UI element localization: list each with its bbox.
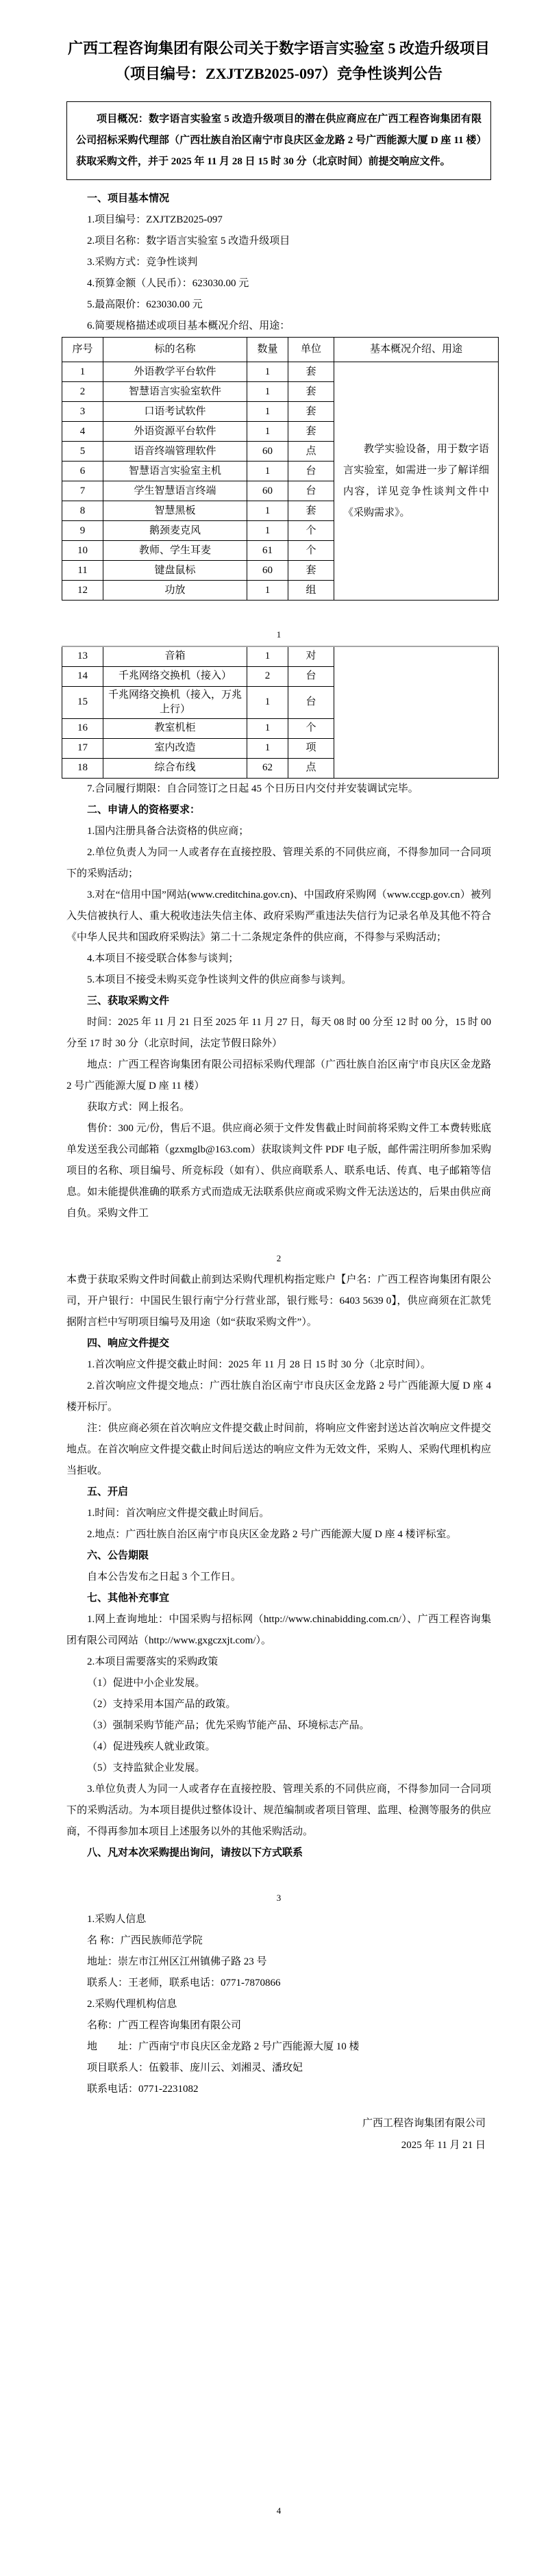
cell: 3 <box>62 402 103 422</box>
column-header: 基本概况介绍、用途 <box>334 338 499 362</box>
items-description: 教学实验设备，用于数字语言实验室，如需进一步了解详细内容，详见竞争性谈判文件中《采购需求》。 <box>343 443 489 518</box>
page-number: 4 <box>276 2505 282 2516</box>
document-body <box>66 36 491 2541</box>
page-number: 2 <box>276 1252 282 1263</box>
paragraph: 售价：300 元/份，售后不退。供应商必须于文件发售截止时间前将采购文件工本费转账底单发送至我公司邮箱（gzxmglb@163.com）获取谈判文件 PDF 电子版，邮件需注明所参加采购项目的名称、项目编号、所竞标段（如有）、供应商联系人、联系电话、传真、电子邮箱等信息。如未能提供准确的联系方式而造成无法联系供应商或采购文件无法送达的，后果由供应商自负。采购文件工 <box>66 1122 491 1219</box>
cell: 套 <box>288 362 334 382</box>
cell: 组 <box>288 581 334 601</box>
cell: 室内改造 <box>103 738 247 758</box>
cell: 4 <box>62 422 103 442</box>
cell: 7 <box>62 481 103 501</box>
paragraph: 注：供应商必须在首次响应文件提交截止时间前，将响应文件密封送达首次响应文件提交地点。在首次响应文件提交截止时间后送达的响应文件为无效文件，采购人、采购代理机构应当拒收。 <box>66 1422 491 1476</box>
cell: 1 <box>247 402 288 422</box>
column-header: 单位 <box>288 338 334 362</box>
cell: 台 <box>288 686 334 718</box>
cell: 6 <box>62 462 103 481</box>
cell: 1 <box>247 501 288 521</box>
signature-line: 广西工程咨询集团有限公司 <box>362 2117 486 2129</box>
paragraph: 1.项目编号：ZXJTZB2025-097 <box>87 214 223 225</box>
column-header: 序号 <box>62 338 103 362</box>
page-number: 1 <box>276 629 282 640</box>
cell: 5 <box>62 442 103 462</box>
paragraph: 时间：2025 年 11 月 21 日至 2025 年 11 月 27 日，每天 08 时 00 分至 12 时 00 分，15 时 00 分至 17 时 30 分（北京时间，法定节假日除外） <box>66 1016 491 1049</box>
page-number: 3 <box>276 1892 282 1903</box>
table-header-row <box>62 338 499 362</box>
column-header: 数量 <box>247 338 288 362</box>
cell: 键盘鼠标 <box>103 561 247 581</box>
cell: 8 <box>62 501 103 521</box>
cell: 10 <box>62 541 103 561</box>
paragraph: 6.简要规格描述或项目基本概况介绍、用途： <box>87 320 290 331</box>
section-heading: 四、响应文件提交 <box>87 1337 170 1349</box>
paragraph: 自本公告发布之日起 3 个工作日。 <box>87 1571 242 1582</box>
signature-block <box>66 2112 491 2156</box>
cell: 15 <box>62 686 103 718</box>
cell: 千兆网络交换机（接入，万兆上行） <box>103 686 247 718</box>
cell: 教师、学生耳麦 <box>103 541 247 561</box>
cell: 功放 <box>103 581 247 601</box>
paragraph: 1.首次响应文件提交截止时间：2025 年 11 月 28 日 15 时 30 分（北京时间）。 <box>87 1359 431 1370</box>
paragraph: 1.时间：首次响应文件提交截止时间后。 <box>87 1507 270 1519</box>
cell: 1 <box>247 581 288 601</box>
cell: 61 <box>247 541 288 561</box>
title-line: （项目编号：ZXJTZB2025-097）竞争性谈判公告 <box>115 65 443 82</box>
cell: 个 <box>288 521 334 541</box>
paragraph: 1.网上查询地址：中国采购与招标网（http://www.chinabidding.com.cn/）、广西工程咨询集团有限公司网站（http://www.gxgczxjt.com/）。 <box>66 1613 491 1646</box>
paragraph: 地 址：广西南宁市良庆区金龙路 2 号广西能源大厦 10 楼 <box>87 2041 360 2052</box>
cell: 1 <box>247 718 288 738</box>
section-heading: 六、公告期限 <box>87 1550 149 1561</box>
cell: 12 <box>62 581 103 601</box>
spacer <box>66 2522 491 2541</box>
paragraph: 3.采购方式：竞争性谈判 <box>87 257 198 268</box>
cell: 教室机柜 <box>103 718 247 738</box>
cell: 点 <box>288 442 334 462</box>
paragraph: 获取方式：网上报名。 <box>87 1101 190 1113</box>
section-heading: 一、项目基本情况 <box>87 193 170 204</box>
paragraph: 联系人：王老师，联系电话：0771-7870866 <box>87 1977 281 1988</box>
cell: 外语资源平台软件 <box>103 422 247 442</box>
section-heading: 三、获取采购文件 <box>87 995 170 1007</box>
cell: 对 <box>288 646 334 666</box>
paragraph: （3）强制采购节能产品；优先采购节能产品、环境标志产品。 <box>87 1719 370 1731</box>
cell: 2 <box>247 666 288 686</box>
paragraph: （5）支持监狱企业发展。 <box>87 1762 206 1773</box>
paragraph: 2.单位负责人为同一人或者存在直接控股、管理关系的不同供应商，不得参加同一合同项下的采购活动； <box>66 846 491 879</box>
cell: 13 <box>62 646 103 666</box>
cell: 18 <box>62 758 103 778</box>
cell: 综合布线 <box>103 758 247 778</box>
cell: 套 <box>288 501 334 521</box>
paragraph-continued: 本费于获取采购文件时间截止前到达采购代理机构指定账户【户名：广西工程咨询集团有限公司，开户银行：中国民生银行南宁分行营业部，银行账号：6403 5639 0】，供应商须在汇款凭据附言栏中写明项目编号及用途（如“获取采购文件”）。 <box>66 1274 491 1328</box>
cell: 11 <box>62 561 103 581</box>
project-overview-box: 项目概况：数字语言实验室 5 改造升级项目的潜在供应商应在广西工程咨询集团有限公司招标采购代理部（广西壮族自治区南宁市良庆区金龙路 2 号广西能源大厦 D 座 11 楼）获取采购文件，并于 2025 年 11 月 28 日 15 时 30 分（北京时间）前提交响应文件。 <box>66 101 491 180</box>
cell: 套 <box>288 561 334 581</box>
section-heading: 二、申请人的资格要求： <box>87 804 201 816</box>
cell: 台 <box>288 666 334 686</box>
paragraph: 2.本项目需要落实的采购政策 <box>87 1656 219 1667</box>
cell: 1 <box>247 362 288 382</box>
paragraph: 地址：崇左市江州区江州镇佛子路 23 号 <box>87 1956 267 1967</box>
cell: 60 <box>247 561 288 581</box>
paragraph: 2.采购代理机构信息 <box>87 1998 177 2010</box>
cell: 17 <box>62 738 103 758</box>
column-header: 标的名称 <box>103 338 247 362</box>
paragraph: 5.本项目不接受未购买竞争性谈判文件的供应商参与谈判。 <box>87 974 352 985</box>
cell: 智慧黑板 <box>103 501 247 521</box>
items-description-cell <box>334 646 499 778</box>
paragraph: 2.首次响应文件提交地点：广西壮族自治区南宁市良庆区金龙路 2 号广西能源大厦 D 座 4 楼开标厅。 <box>66 1380 491 1413</box>
cell: 外语教学平台软件 <box>103 362 247 382</box>
paragraph: 项目联系人：伍毅菲、庞川云、刘湘灵、潘玫妃 <box>87 2062 303 2073</box>
cell: 千兆网络交换机（接入） <box>103 666 247 686</box>
cell: 套 <box>288 382 334 402</box>
paragraph: 2.地点：广西壮族自治区南宁市良庆区金龙路 2 号广西能源大厦 D 座 4 楼评标室。 <box>87 1528 457 1540</box>
cell: 1 <box>247 646 288 666</box>
cell: 点 <box>288 758 334 778</box>
cell: 智慧语言实验室软件 <box>103 382 247 402</box>
cell: 2 <box>62 382 103 402</box>
paragraph: 3.单位负责人为同一人或者存在直接控股、管理关系的不同供应商，不得参加同一合同项下的采购活动。为本项目提供过整体设计、规范编制或者项目管理、监理、检测等服务的供应商，不得再参加本项目上述服务以外的其他采购活动。 <box>66 1783 491 1837</box>
cell: 音箱 <box>103 646 247 666</box>
cell: 鹅颈麦克风 <box>103 521 247 541</box>
paragraph: 1.采购人信息 <box>87 1913 147 1925</box>
items-table-page2 <box>62 646 499 779</box>
paragraph: 7.合同履行期限：自合同签订之日起 45 个日历日内交付并安装调试完毕。 <box>87 783 419 794</box>
cell: 项 <box>288 738 334 758</box>
cell: 1 <box>62 362 103 382</box>
cell: 套 <box>288 422 334 442</box>
cell: 60 <box>247 442 288 462</box>
section-heading: 八、凡对本次采购提出询问，请按以下方式联系 <box>87 1847 303 1858</box>
cell: 1 <box>247 462 288 481</box>
paragraph: 5.最高限价：623030.00 元 <box>87 299 203 310</box>
cell: 16 <box>62 718 103 738</box>
paragraph: 4.本项目不接受联合体参与谈判； <box>87 952 239 964</box>
paragraph: （4）促进残疾人就业政策。 <box>87 1741 216 1752</box>
table-row <box>62 646 499 666</box>
cell: 个 <box>288 541 334 561</box>
cell: 口语考试软件 <box>103 402 247 422</box>
cell: 台 <box>288 462 334 481</box>
cell: 语音终端管理软件 <box>103 442 247 462</box>
table-row <box>62 362 499 382</box>
spacer <box>66 2156 491 2477</box>
cell: 1 <box>247 738 288 758</box>
cell: 套 <box>288 402 334 422</box>
cell: 个 <box>288 718 334 738</box>
spacer <box>66 2100 491 2112</box>
paragraph: 名称：广西工程咨询集团有限公司 <box>87 2019 242 2031</box>
cell: 智慧语言实验室主机 <box>103 462 247 481</box>
section-heading: 七、其他补充事宜 <box>87 1592 170 1604</box>
title-line: 广西工程咨询集团有限公司关于数字语言实验室 5 改造升级项目 <box>67 40 490 57</box>
cell: 60 <box>247 481 288 501</box>
cell: 学生智慧语言终端 <box>103 481 247 501</box>
paragraph: 地点：广西工程咨询集团有限公司招标采购代理部（广西壮族自治区南宁市良庆区金龙路 2 号广西能源大厦 D 座 11 楼） <box>66 1059 491 1091</box>
cell: 1 <box>247 686 288 718</box>
paragraph: 名 称：广西民族师范学院 <box>87 1934 203 1946</box>
section-heading: 五、开启 <box>87 1486 129 1498</box>
cell: 1 <box>247 382 288 402</box>
cell: 14 <box>62 666 103 686</box>
cell: 9 <box>62 521 103 541</box>
paragraph: 2.项目名称：数字语言实验室 5 改造升级项目 <box>87 236 290 247</box>
paragraph: （2）支持采用本国产品的政策。 <box>87 1698 236 1710</box>
paragraph: （1）促进中小企业发展。 <box>87 1677 206 1689</box>
cell: 1 <box>247 422 288 442</box>
cell: 62 <box>247 758 288 778</box>
signature-line: 2025 年 11 月 21 日 <box>401 2139 486 2151</box>
paragraph: 联系电话：0771-2231082 <box>87 2083 199 2095</box>
paragraph: 1.国内注册具备合法资格的供应商； <box>87 825 249 837</box>
items-table-page1 <box>62 337 499 601</box>
paragraph: 3.对在“信用中国”网站(www.creditchina.gov.cn)、中国政府采购网（www.ccgp.gov.cn）被列入失信被执行人、重大税收违法失信主体、政府采购严重违法失信行为记录名单及其他不符合《中华人民共和国政府采购法》第二十二条规定条件的供应商，不得参与采购活动； <box>66 889 491 943</box>
cell: 台 <box>288 481 334 501</box>
document-title <box>66 36 491 86</box>
paragraph: 4.预算金额（人民币）：623030.00 元 <box>87 278 249 289</box>
items-description-cell <box>334 362 499 601</box>
cell: 1 <box>247 521 288 541</box>
